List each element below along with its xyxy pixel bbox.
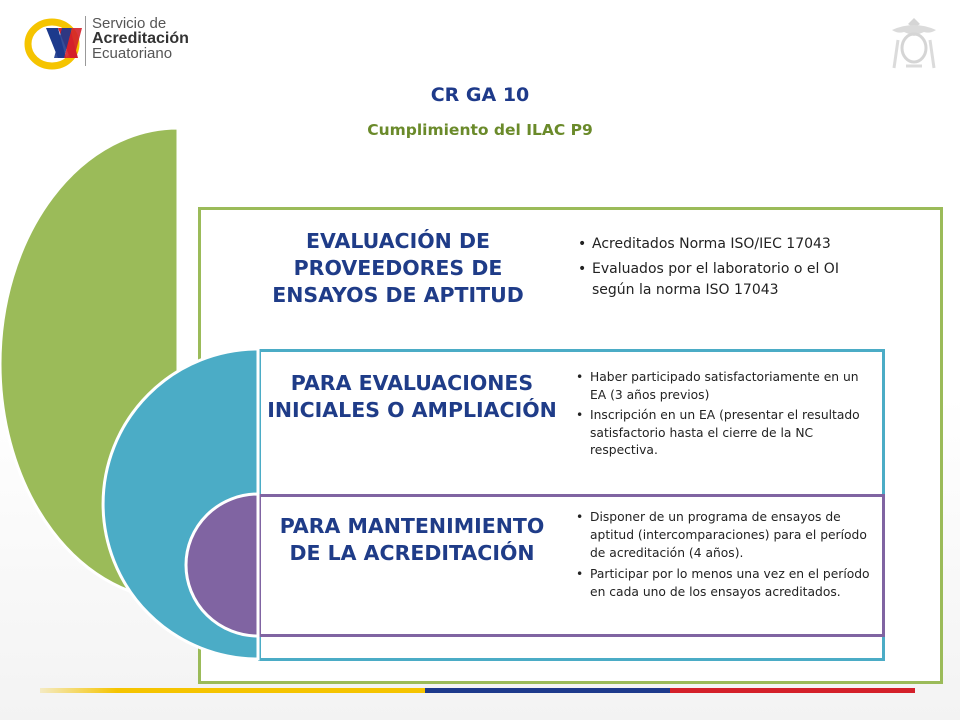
flag-divider <box>40 688 915 693</box>
section-heading-providers: EVALUACIÓN DE PROVEEDORES DE ENSAYOS DE APTITUD <box>272 229 524 307</box>
logo-line-3: Ecuatoriano <box>92 45 173 62</box>
logo-line-1: Servicio de <box>92 15 167 32</box>
list-item: • Participar por lo menos una vez en el período en cada uno de los ensayos acreditados. <box>576 565 876 601</box>
list-item: • Disponer de un programa de ensayos de aptitud (intercomparaciones) para el período de acreditación (4 años). <box>576 508 876 562</box>
list-item: • Haber participado satisfactoriamente en un EA (3 años previos) <box>576 369 876 404</box>
list-item: • Inscripción en un EA (presentar el resultado satisfactorio hasta el cierre de la NC respectiva. <box>576 407 876 460</box>
bullet-list-maintenance <box>576 508 876 604</box>
bullet-list-initial <box>576 369 876 463</box>
section-heading-maintenance: PARA MANTENIMIENTO DE LA ACREDITACIÓN <box>279 514 545 565</box>
section-heading-initial: PARA EVALUACIONES INICIALES O AMPLIACIÓN <box>267 371 557 422</box>
logo-line-2: Acreditación <box>92 30 189 47</box>
page-title: CR GA 10 <box>430 84 530 106</box>
list-item: • Acreditados Norma ISO/IEC 17043 <box>578 234 878 255</box>
list-item: • Evaluados por el laboratorio o el OI según la norma ISO 17043 <box>578 259 878 301</box>
bullet-list-providers <box>578 234 878 305</box>
page-subtitle: Cumplimiento del ILAC P9 <box>367 121 593 139</box>
